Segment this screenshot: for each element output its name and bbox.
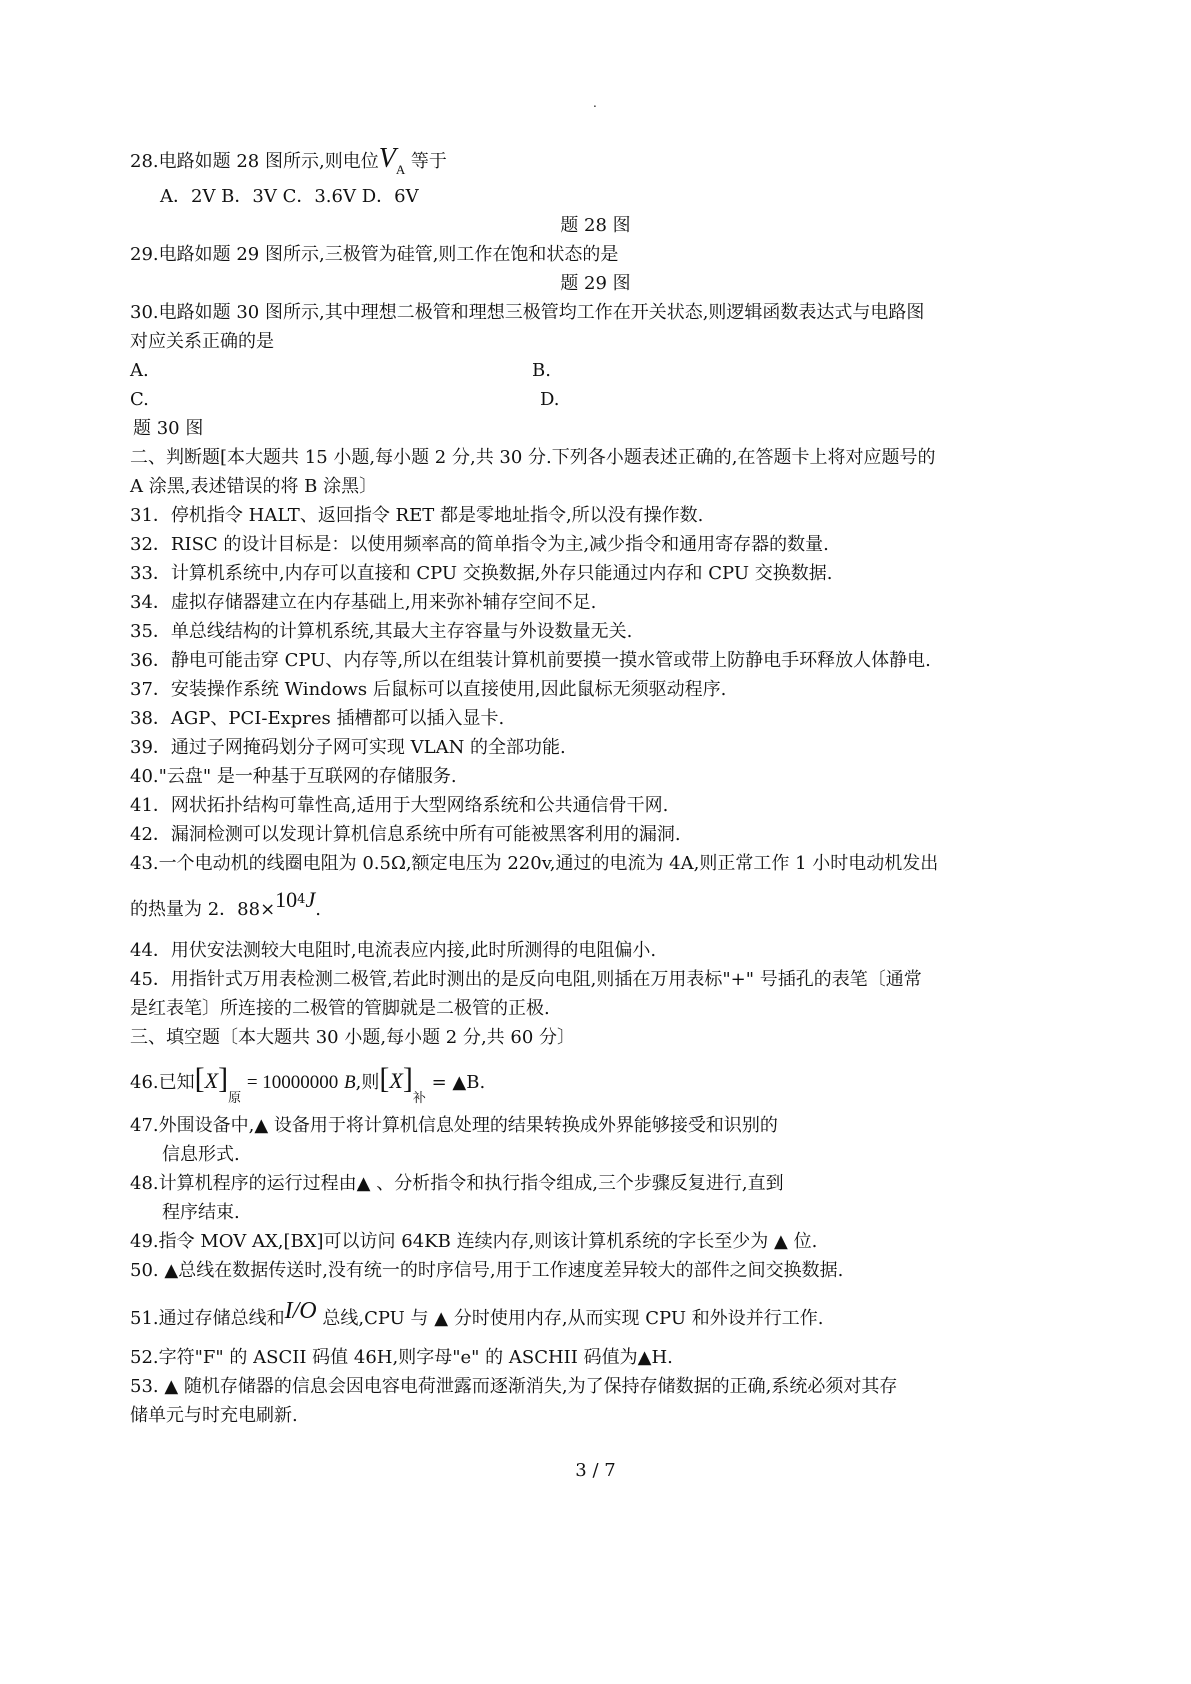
q46-x-2: X [389,1068,403,1093]
question-36: 36．静电可能击穿 CPU、内存等,所以在组装计算机前要摸一摸水管或带上防静电手环释放人体静电. [130,650,931,671]
q43-exp: 4 [297,892,306,907]
q46-pre: 46.已知 [130,1072,195,1093]
question-40: 40."云盘" 是一种基于互联网的存储服务. [130,766,457,787]
question-53-line1: 53. ▲ 随机存储器的信息会因电容电荷泄露而逐渐消失,为了保持存储数据的正确,系统必须对其存 [130,1376,898,1397]
q43-end: . [315,899,321,920]
q43-pre: 的热量为 2．88× [130,899,276,920]
question-39: 39．通过子网掩码划分子网可实现 VLAN 的全部功能. [130,737,566,758]
question-31: 31．停机指令 HALT、返回指令 RET 都是零地址指令,所以没有操作数. [130,505,704,526]
q28-sub: A [395,162,406,177]
q46-close-bracket-1: ] [218,1062,229,1095]
q46-end: = ▲B. [431,1072,486,1093]
q29-caption: 题 29 图 [560,273,631,294]
q51-post: 总线,CPU 与 ▲ 分时使用内存,从而实现 CPU 和外设并行工作. [316,1308,824,1329]
section-2-heading-line1: 二、判断题[本大题共 15 小题,每小题 2 分,共 30 分.下列各小题表述正确的,在答题卡上将对应题号的 [130,447,936,468]
section-3-heading: 三、填空题〔本大题共 30 小题,每小题 2 分,共 60 分〕 [130,1027,576,1048]
q43-unit: J [305,887,316,912]
question-50: 50. ▲总线在数据传送时,没有统一的时序信号,用于工作速度差异较大的部件之间交换数据. [130,1260,844,1281]
question-46 [130,1062,486,1106]
q46-open-bracket-1: [ [194,1062,205,1095]
question-33: 33．计算机系统中,内存可以直接和 CPU 交换数据,外存只能通过内存和 CPU 交换数据. [130,563,833,584]
question-47-line2: 信息形式. [162,1144,240,1165]
question-41: 41．网状拓扑结构可靠性高,适用于大型网络系统和公共通信骨干网. [130,795,669,816]
q46-sub-complement: 补 [412,1091,426,1106]
q30-caption: 题 30 图 [133,418,204,439]
q46-close-bracket-2: ] [402,1062,413,1095]
question-43-line1: 43.一个电动机的线圈电阻为 0.5Ω,额定电压为 220v,通过的电流为 4A,则正常工作 1 小时电动机发出 [130,853,939,874]
q46-sub-original: 原 [228,1091,242,1106]
q28-end: 等于 [405,151,447,172]
q30-option-c: C. [130,389,149,410]
question-48-line1: 48.计算机程序的运行过程由▲ 、分析指令和执行指令组成,三个步骤反复进行,直到 [130,1173,784,1194]
section-2-heading-line2: A 涂黑,表述错误的将 B 涂黑〕 [130,476,378,497]
header-dot: . [593,96,597,110]
question-29: 29.电路如题 29 图所示,三极管为硅管,则工作在饱和状态的是 [130,244,619,265]
question-53-line2: 储单元与时充电刷新. [130,1405,298,1426]
q30-option-d: D. [540,389,560,410]
question-34: 34．虚拟存储器建立在内存基础上,用来弥补辅存空间不足. [130,592,597,613]
q51-pre: 51.通过存储总线和 [130,1308,285,1329]
question-38: 38．AGP、PCI-Expres 插槽都可以插入显卡. [130,708,505,729]
question-37: 37．安装操作系统 Windows 后鼠标可以直接使用,因此鼠标无须驱动程序. [130,679,727,700]
page-number: 3 / 7 [575,1460,616,1481]
question-45-line2: 是红表笔〕所连接的二极管的管脚就是二极管的正极. [130,998,550,1019]
q28-caption: 题 28 图 [560,215,631,236]
q46-eq: = 10000000 [246,1072,339,1093]
question-51 [130,1298,824,1330]
question-47-line1: 47.外围设备中,▲ 设备用于将计算机信息处理的结果转换成外界能够接受和识别的 [130,1115,778,1136]
q30-option-b: B. [532,360,551,381]
q51-io: I/O [284,1298,317,1324]
q46-mid: ,则 [355,1072,380,1093]
q28-var: V [378,143,396,174]
question-48-line2: 程序结束. [162,1202,240,1223]
q30-option-a: A. [130,360,149,381]
q46-b: B [344,1072,356,1093]
q46-x-1: X [204,1068,219,1093]
q28-options: A．2V B．3V C．3.6V D．6V [160,186,419,207]
question-52: 52.字符"F" 的 ASCII 码值 46H,则字母"e" 的 ASCHII 码值为▲H. [130,1347,673,1368]
q43-base: 10 [275,887,298,912]
question-42: 42．漏洞检测可以发现计算机信息系统中所有可能被黑客利用的漏洞. [130,824,681,845]
q46-open-bracket-2: [ [379,1062,390,1095]
question-30-line1: 30.电路如题 30 图所示,其中理想二极管和理想三极管均工作在开关状态,则逻辑函数表达式与电路图 [130,302,925,323]
q28-stem: 28.电路如题 28 图所示,则电位 [130,151,379,172]
question-35: 35．单总线结构的计算机系统,其最大主存容量与外设数量无关. [130,621,633,642]
question-45-line1: 45．用指针式万用表检测二极管,若此时测出的是反向电阻,则插在万用表标"+" 号插孔的表笔〔通常 [130,969,922,990]
question-30-line2: 对应关系正确的是 [130,331,274,352]
question-49: 49.指令 MOV AX,[BX]可以访问 64KB 连续内存,则该计算机系统的字长至少为 ▲ 位. [130,1231,818,1252]
question-32: 32．RISC 的设计目标是：以使用频率高的简单指令为主,减少指令和通用寄存器的数量. [130,534,829,555]
question-44: 44．用伏安法测较大电阻时,电流表应内接,此时所测得的电阻偏小. [130,940,657,961]
question-43-line2 [130,887,321,923]
question-28 [130,143,447,177]
